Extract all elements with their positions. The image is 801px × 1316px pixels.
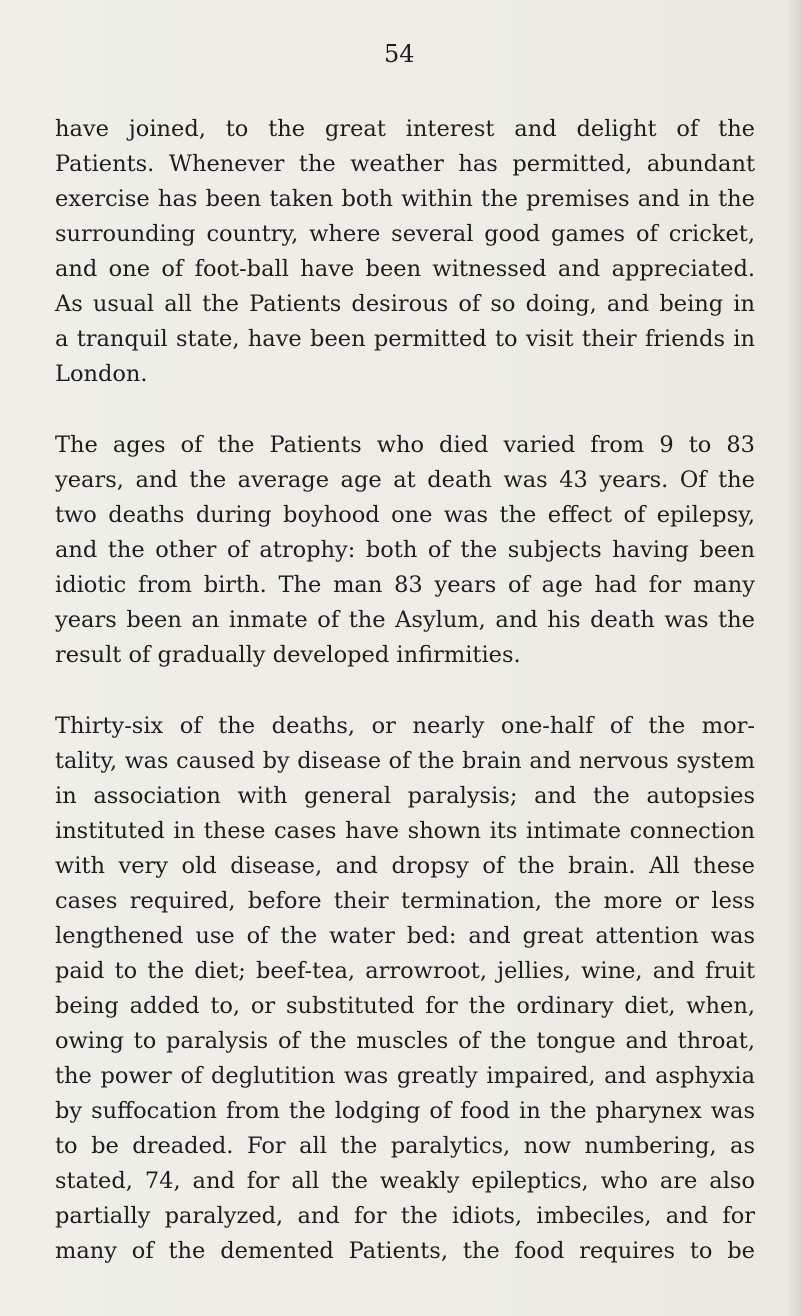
text-line: years, and the average age at death was 43 years. Of the (55, 467, 755, 493)
paragraph-1 (55, 112, 755, 392)
text-line: in association with general paralysis; and the autopsies (55, 783, 755, 809)
text-line: being added to, or substituted for the ordinary diet, when, (55, 993, 755, 1019)
text-line: the power of deglutition was greatly impaired, and asphyxia (55, 1063, 755, 1089)
text-line: surrounding country, where several good games of cricket, (55, 221, 755, 247)
paragraph-gap (55, 673, 755, 709)
text-line: two deaths during boyhood one was the effect of epilepsy, (55, 502, 755, 528)
text-line: idiotic from birth. The man 83 years of age had for many (55, 572, 755, 598)
text-line: The ages of the Patients who died varied from 9 to 83 (55, 432, 755, 458)
text-line: Thirty-six of the deaths, or nearly one-half of the mor- (55, 713, 755, 739)
text-line: exercise has been taken both within the premises and in the (55, 186, 755, 212)
text-line: tality, was caused by disease of the brain and nervous system (55, 748, 755, 774)
text-line: a tranquil state, have been permitted to visit their friends in (55, 326, 755, 352)
text-line: and one of foot-ball have been witnessed and appreciated. (55, 256, 755, 282)
text-line: instituted in these cases have shown its intimate connection (55, 818, 755, 844)
text-line: Patients. Whenever the weather has permitted, abundant (55, 151, 755, 177)
text-line: cases required, before their termination, the more or less (55, 888, 755, 914)
text-line: and the other of atrophy: both of the subjects having been (55, 537, 755, 563)
text-line: lengthened use of the water bed: and great attention was (55, 923, 755, 949)
text-line: by suffocation from the lodging of food in the pharynex was (55, 1098, 755, 1124)
text-line: to be dreaded. For all the paralytics, now numbering, as (55, 1133, 755, 1159)
text-line: owing to paralysis of the muscles of the tongue and throat, (55, 1028, 755, 1054)
text-line: partially paralyzed, and for the idiots, imbeciles, and for (55, 1203, 755, 1229)
text-line: have joined, to the great interest and delight of the (55, 116, 755, 142)
page-number: 54 (384, 40, 415, 68)
paragraph-gap (55, 392, 755, 428)
text-line: years been an inmate of the Asylum, and his death was the (55, 607, 755, 633)
text-line: paid to the diet; beef-tea, arrowroot, jellies, wine, and fruit (55, 958, 755, 984)
page-edge-shadow (787, 0, 801, 1316)
text-line: stated, 74, and for all the weakly epileptics, who are also (55, 1168, 755, 1194)
paragraph-2 (55, 428, 755, 673)
text-line: with very old disease, and dropsy of the brain. All these (55, 853, 755, 879)
text-line: As usual all the Patients desirous of so doing, and being in (55, 291, 755, 317)
paragraph-3 (55, 709, 755, 1269)
text-line: result of gradually developed infirmities. (55, 642, 521, 668)
body-text (55, 112, 755, 1269)
text-line: many of the demented Patients, the food requires to be (55, 1238, 755, 1264)
text-line: London. (55, 361, 148, 387)
